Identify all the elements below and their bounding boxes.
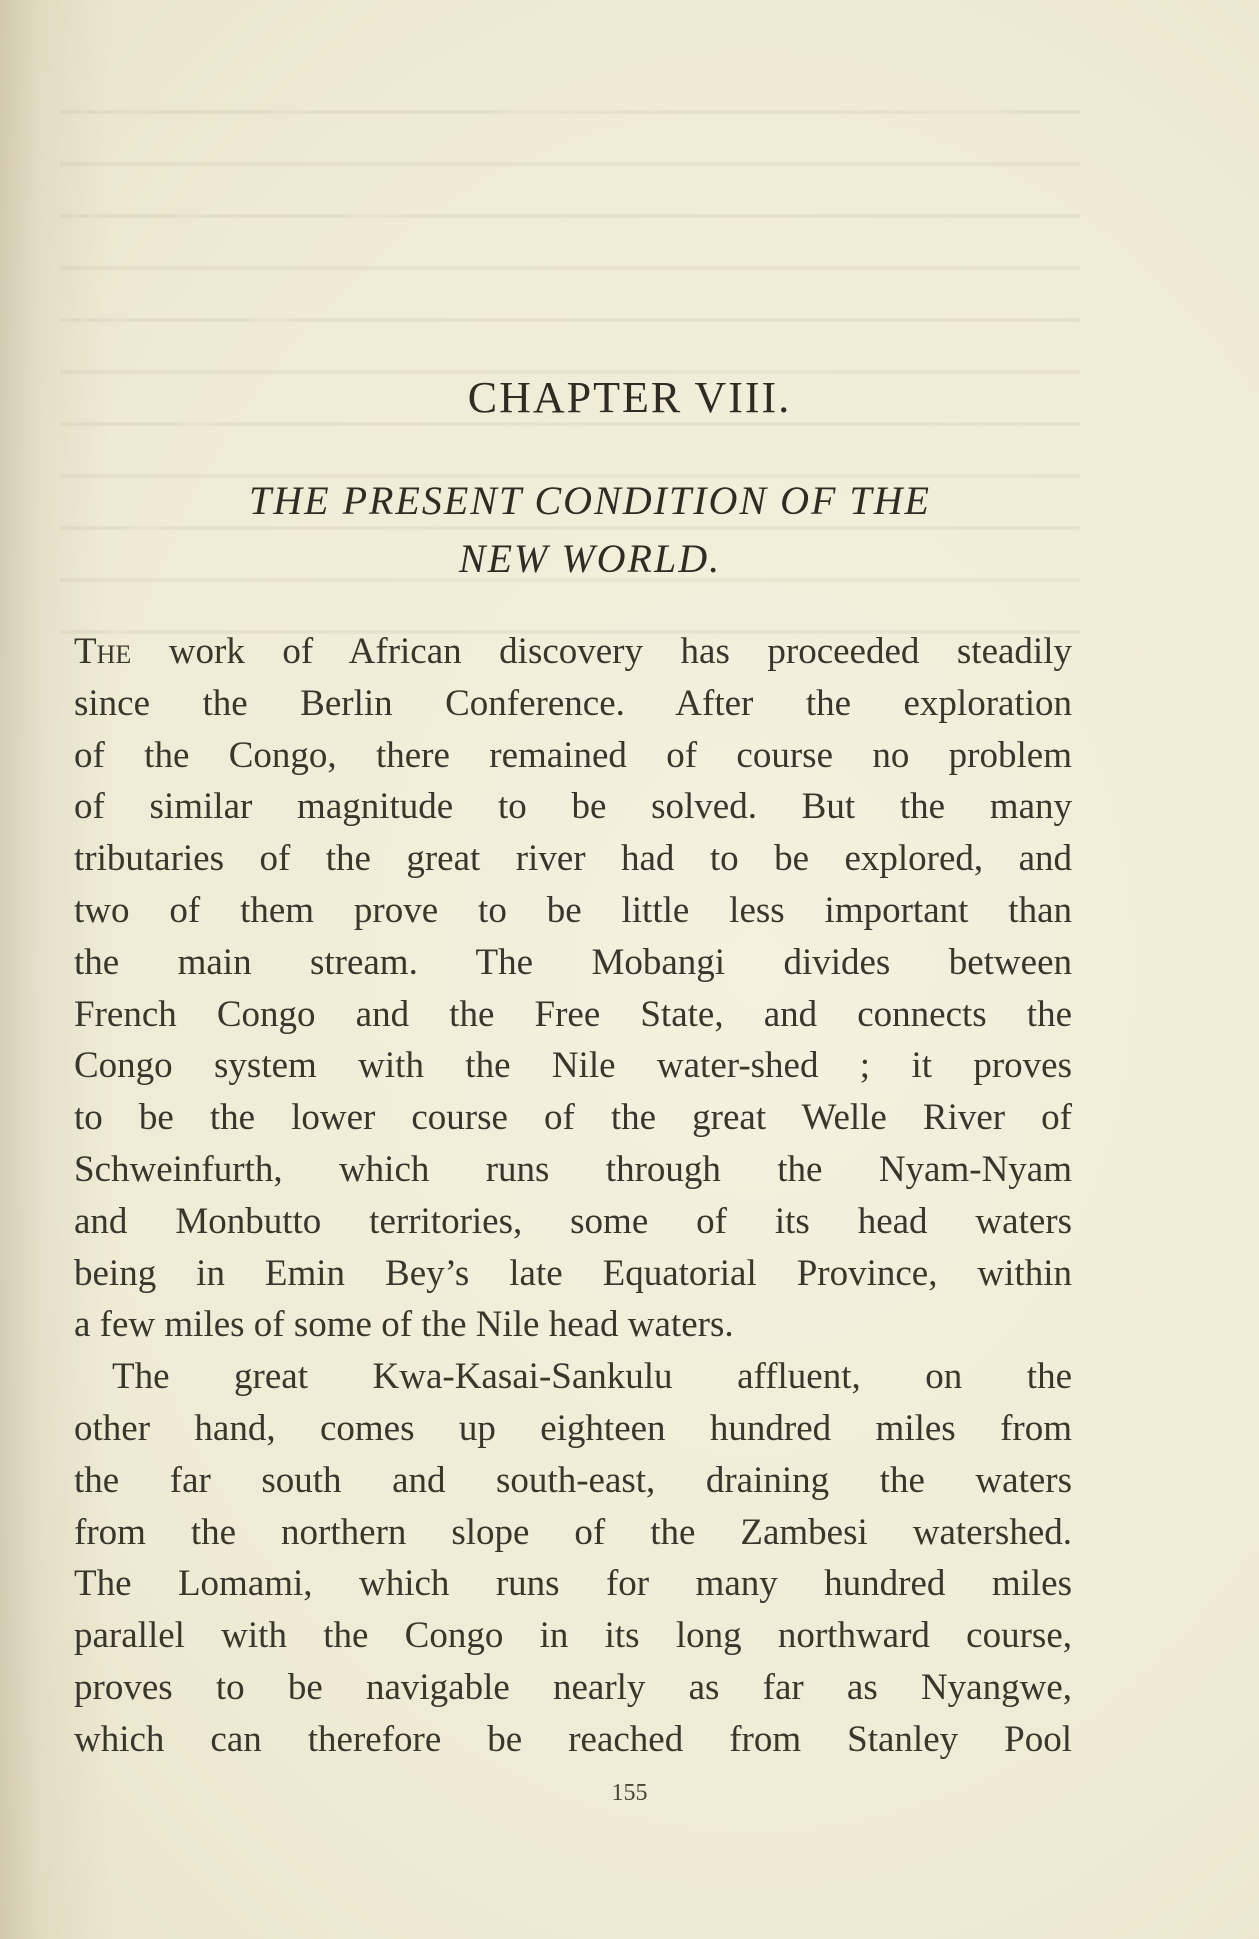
text-line-2: since the Berlin Conference. After the exploration: [74, 682, 1072, 724]
chapter-title-line-1: THE PRESENT CONDITION OF THE: [249, 478, 931, 523]
text-line-4: of similar magnitude to be solved. But the many: [74, 786, 1072, 828]
text-line-3: of the Congo, there remained of course no problem: [74, 734, 1072, 776]
text-line-9: Congo system with the Nile water-shed ; it proves: [74, 1045, 1072, 1087]
text-line-8: French Congo and the Free State, and connects the: [74, 993, 1072, 1035]
page-number: 155: [611, 1780, 648, 1806]
text-line-12: and Monbutto territories, some of its head waters: [74, 1200, 1072, 1242]
text-line-11: Schweinfurth, which runs through the Nyam-Nyam: [74, 1148, 1072, 1190]
text-line-22: which can therefore be reached from Stanley Pool: [74, 1718, 1072, 1760]
text-line-6: two of them prove to be little less important than: [74, 889, 1072, 931]
text-line-13: being in Emin Bey’s late Equatorial Province, within: [74, 1252, 1072, 1294]
body-text: [74, 626, 1072, 1766]
chapter-number: CHAPTER VIII.: [467, 373, 792, 422]
text-line-15: The great Kwa-Kasai-Sankulu affluent, on the: [112, 1356, 1072, 1398]
text-line-16: other hand, comes up eighteen hundred miles from: [74, 1407, 1072, 1449]
text-line-17: the far south and south-east, draining the waters: [74, 1459, 1072, 1501]
text-line-1: The work of African discovery has proceeded steadily: [74, 631, 1072, 672]
text-line-20: parallel with the Congo in its long northward course,: [74, 1615, 1072, 1657]
chapter-title: [150, 472, 1030, 588]
chapter-title-line-2: NEW WORLD.: [458, 536, 722, 581]
lead-word: The: [74, 631, 132, 672]
text-line-18: from the northern slope of the Zambesi watershed.: [74, 1511, 1072, 1553]
text-line-21: proves to be navigable nearly as far as Nyangwe,: [74, 1666, 1072, 1708]
text-line-10: to be the lower course of the great Welle River of: [74, 1097, 1072, 1139]
text-line-7: the main stream. The Mobangi divides between: [74, 941, 1072, 983]
text-line-14: a few miles of some of the Nile head waters.: [74, 1304, 734, 1346]
text-line-5: tributaries of the great river had to be explored, and: [74, 838, 1072, 880]
text-line-19: The Lomami, which runs for many hundred miles: [74, 1563, 1072, 1605]
